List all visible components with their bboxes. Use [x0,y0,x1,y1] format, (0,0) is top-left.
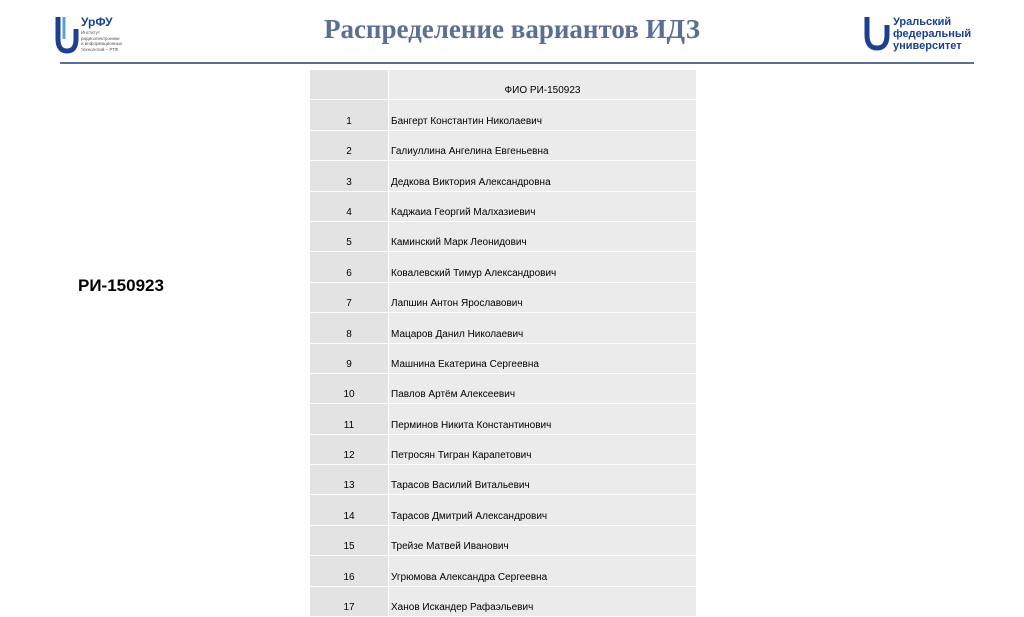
student-name: Павлов Артём Алексеевич [389,373,697,403]
student-name: Дедкова Виктория Александровна [389,161,697,191]
table-row [310,100,696,130]
row-number: 17 [310,586,389,616]
urfu-u-icon [864,15,890,51]
group-label: РИ-150923 [78,276,164,295]
row-number: 11 [310,404,389,434]
table-row [310,373,696,403]
row-number: 10 [310,373,389,403]
table-row [310,191,696,221]
student-name: Каджаиа Георгий Малхазиевич [389,191,697,221]
student-name: Ханов Искандер Рафаэльевич [389,586,697,616]
table-row [310,282,696,312]
table-header-row [310,70,696,100]
student-name: Ковалевский Тимур Александрович [389,252,697,282]
table-row [310,465,696,495]
student-name: Петросян Тигран Карапетович [389,434,697,464]
page-title: Распределение вариантов ИДЗ [323,14,701,44]
student-name: Тарасов Дмитрий Александрович [389,495,697,525]
table-row [310,343,696,373]
urfu-irit-logo [55,15,145,57]
row-number: 7 [310,282,389,312]
row-number: 8 [310,313,389,343]
logo-brand-text: УрФУ [81,15,113,29]
header-num-cell [310,70,389,100]
urfu-u-icon [55,15,79,55]
student-name: Трейзе Матвей Иванович [389,525,697,555]
header-name-cell: ФИО РИ-150923 [389,70,697,100]
urfu-university-logo [864,15,984,55]
student-name: Мацаров Данил Николаевич [389,313,697,343]
student-name: Угрюмова Александра Сергеевна [389,556,697,586]
student-name: Тарасов Василий Витальевич [389,465,697,495]
student-name: Каминский Марк Леонидович [389,221,697,251]
row-number: 2 [310,130,389,160]
header-divider [60,62,974,64]
table-row [310,404,696,434]
table-row [310,434,696,464]
row-number: 5 [310,221,389,251]
row-number: 4 [310,191,389,221]
student-name: Лапшин Антон Ярославович [389,282,697,312]
row-number: 16 [310,556,389,586]
table-row [310,130,696,160]
table-row [310,495,696,525]
row-number: 15 [310,525,389,555]
row-number: 12 [310,434,389,464]
student-name: Галиуллина Ангелина Евгеньевна [389,130,697,160]
row-number: 6 [310,252,389,282]
table-row [310,161,696,191]
student-name: Бангерт Константин Николаевич [389,100,697,130]
table-row [310,252,696,282]
logo-institute-text: Институт радиоэлектроники и информационных технологий – РТФ [81,30,123,52]
university-name: Уральский федеральный университет [893,16,972,52]
table-row [310,221,696,251]
row-number: 14 [310,495,389,525]
student-name: Машнина Екатерина Сергеевна [389,343,697,373]
table-row [310,525,696,555]
row-number: 1 [310,100,389,130]
row-number: 13 [310,465,389,495]
student-name: Перминов Никита Константинович [389,404,697,434]
table-row [310,556,696,586]
table-row [310,586,696,616]
student-table [310,70,696,617]
row-number: 3 [310,161,389,191]
row-number: 9 [310,343,389,373]
table-row [310,313,696,343]
